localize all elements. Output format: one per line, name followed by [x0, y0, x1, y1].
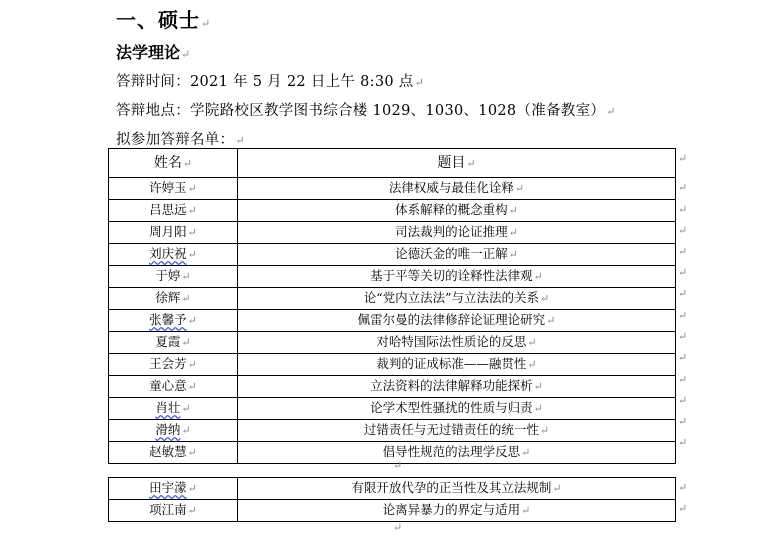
row-end-mark-icon: ↵: [678, 481, 688, 494]
cell-topic: 基于平等关切的诠释性法律观↵: [238, 266, 676, 288]
paragraph-mark-icon: ↵: [606, 105, 616, 118]
table-row: [109, 398, 676, 420]
candidate-list-label: 拟参加答辩名单：↵: [116, 132, 245, 148]
row-end-mark-icon: ↵: [678, 351, 688, 364]
cell-topic: 倡导性规范的法理学反思↵: [238, 442, 676, 464]
cell-name: 徐辉↵: [109, 288, 238, 310]
cell-name: 滑纳↵: [109, 420, 238, 442]
paragraph-mark-icon: ↵: [393, 521, 403, 534]
table-row: [109, 376, 676, 398]
table-row: [109, 420, 676, 442]
cell-name: 许婷玉↵: [109, 178, 238, 200]
defense-time: 答辩时间：2021 年 5 月 22 日上午 8:30 点↵: [116, 74, 425, 90]
cell-topic: 论德沃金的唯一正解↵: [238, 244, 676, 266]
table-row: [109, 222, 676, 244]
row-end-mark-icon: ↵: [678, 502, 688, 515]
row-end-mark-icon: ↵: [678, 266, 688, 279]
candidate-table-2: [108, 477, 676, 522]
cell-name: 赵敏慧↵: [109, 442, 238, 464]
table-header-row: [109, 149, 676, 178]
cell-topic: 法律权威与最佳化诠释↵: [238, 178, 676, 200]
heading-masters: 一、硕士↵: [116, 8, 212, 32]
cell-name: 项江南↵: [109, 500, 238, 522]
cell-topic: 体系解释的概念重构↵: [238, 200, 676, 222]
cell-topic: 立法资料的法律解释功能探析↵: [238, 376, 676, 398]
cell-topic: 过错责任与无过错责任的统一性↵: [238, 420, 676, 442]
cell-topic: 对哈特国际法性质论的反思↵: [238, 332, 676, 354]
row-end-mark-icon: ↵: [678, 224, 688, 237]
table-row: [109, 332, 676, 354]
candidate-table: [108, 148, 676, 464]
row-end-mark-icon: ↵: [678, 309, 688, 322]
cell-name: 夏霞↵: [109, 332, 238, 354]
table-row: [109, 442, 676, 464]
paragraph-mark-icon: ↵: [201, 17, 212, 30]
row-end-mark-icon: ↵: [678, 394, 688, 407]
cell-topic: 裁判的证成标准——融贯性↵: [238, 354, 676, 376]
paragraph-mark-icon: ↵: [235, 134, 245, 147]
table-row: [109, 266, 676, 288]
row-end-mark-icon: ↵: [678, 330, 688, 343]
section-title: 法学理论↵: [116, 43, 191, 62]
cell-topic: 佩雷尔曼的法律修辞论证理论研究↵: [238, 310, 676, 332]
row-end-mark-icon: ↵: [678, 203, 688, 216]
header-topic: 题目↵: [238, 149, 676, 178]
cell-topic: 论离异暴力的界定与适用↵: [238, 500, 676, 522]
defense-location: 答辩地点：学院路校区教学图书综合楼 1029、1030、1028（准备教室）↵: [116, 103, 616, 119]
cell-name: 肖壮↵: [109, 398, 238, 420]
row-end-mark-icon: ↵: [678, 245, 688, 258]
cell-topic: 论“党内立法法”与立法法的关系↵: [238, 288, 676, 310]
paragraph-mark-icon: ↵: [414, 76, 425, 89]
table-row: [109, 354, 676, 376]
row-end-mark-icon: ↵: [678, 415, 688, 428]
paragraph-mark-icon: ↵: [393, 459, 403, 472]
paragraph-mark-icon: ↵: [181, 48, 191, 61]
table-row: [109, 310, 676, 332]
row-end-mark-icon: ↵: [678, 373, 688, 386]
cell-topic: 论学术型性骚扰的性质与归责↵: [238, 398, 676, 420]
cell-topic: 有限开放代孕的正当性及其立法规制↵: [238, 478, 676, 500]
cell-topic: 司法裁判的论证推理↵: [238, 222, 676, 244]
cell-name: 于婷↵: [109, 266, 238, 288]
cell-name: 刘庆祝↵: [109, 244, 238, 266]
cell-name: 王会芳↵: [109, 354, 238, 376]
row-end-mark-icon: ↵: [678, 181, 688, 194]
table-row: [109, 244, 676, 266]
row-end-mark-icon: ↵: [678, 436, 688, 449]
header-name: 姓名↵: [109, 149, 238, 178]
table-row: [109, 500, 676, 522]
table-row: [109, 288, 676, 310]
cell-name: 田宇濛↵: [109, 478, 238, 500]
table-row: [109, 200, 676, 222]
cell-name: 周月阳↵: [109, 222, 238, 244]
table-row: [109, 478, 676, 500]
cell-name: 童心意↵: [109, 376, 238, 398]
table-row: [109, 178, 676, 200]
row-end-mark-icon: ↵: [678, 287, 688, 300]
row-end-mark-icon: ↵: [678, 152, 688, 165]
cell-name: 吕思远↵: [109, 200, 238, 222]
cell-name: 张馨予↵: [109, 310, 238, 332]
